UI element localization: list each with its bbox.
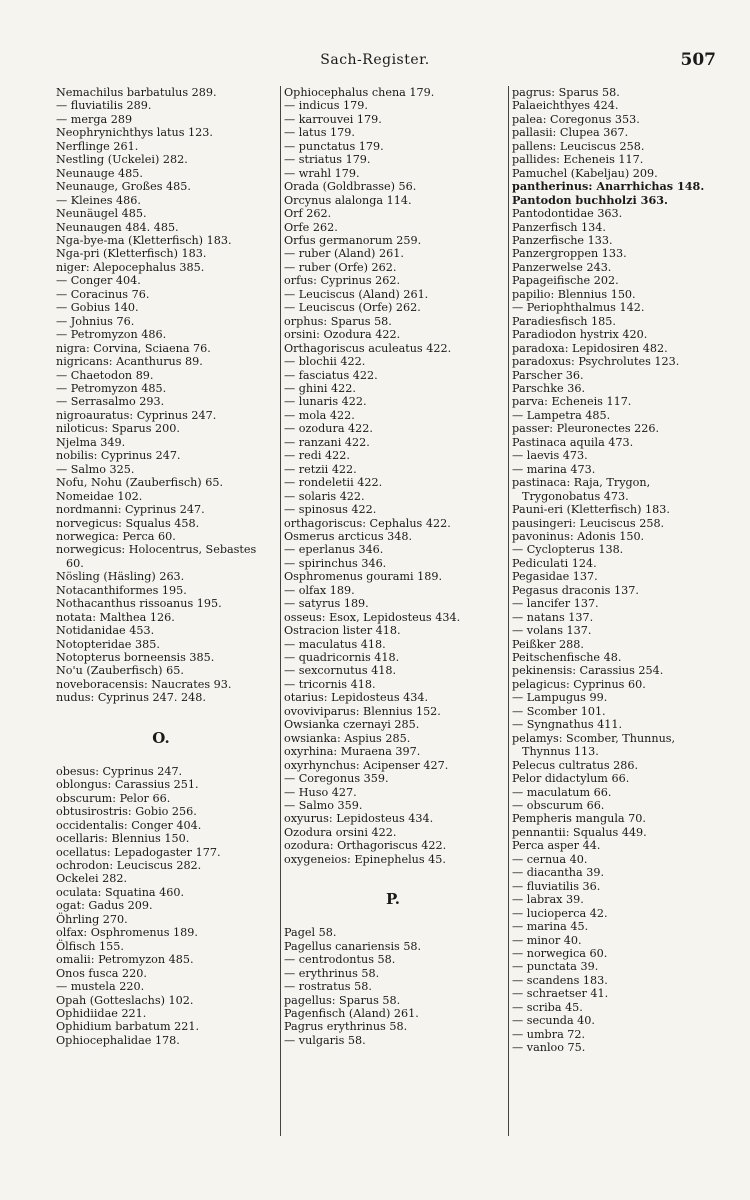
index-entry: — fasciatus 422. bbox=[284, 368, 378, 382]
index-entry: — Syngnathus 411. bbox=[512, 718, 623, 732]
index-entry: paradoxus: Psychrolutes 123. bbox=[512, 355, 680, 369]
index-entry: pausingeri: Leuciscus 258. bbox=[512, 516, 665, 530]
index-entry: — Lampetra 485. bbox=[512, 408, 611, 422]
index-entry: — obscurum 66. bbox=[512, 799, 605, 813]
index-entry: Orfe 262. bbox=[284, 220, 338, 234]
index-entry: pelamys: Scomber, Thunnus, Thynnus 113. bbox=[512, 731, 676, 759]
index-entry: — solaris 422. bbox=[284, 489, 365, 503]
index-entry: — lucioperca 42. bbox=[512, 906, 608, 920]
index-entry: — diacantha 39. bbox=[512, 866, 605, 880]
index-entry: — indicus 179. bbox=[284, 99, 368, 113]
index-entry: — Salmo 359. bbox=[284, 799, 363, 813]
index-entry: Nemachilus barbatulus 289. bbox=[56, 86, 217, 99]
index-entry: noveboracensis: Naucrates 93. bbox=[56, 677, 232, 691]
index-entry: — Chaetodon 89. bbox=[56, 368, 154, 382]
index-entry: pagellus: Sparus 58. bbox=[284, 993, 401, 1007]
index-entry: Parschke 36. bbox=[512, 381, 586, 395]
index-entry: Panzergroppen 133. bbox=[512, 247, 627, 261]
index-entry: Pagellus canariensis 58. bbox=[284, 939, 422, 953]
index-entry: — ruber (Orfe) 262. bbox=[284, 260, 397, 274]
index-entry: — tricornis 418. bbox=[284, 677, 376, 691]
index-group-o bbox=[56, 765, 266, 1048]
index-entry: orfus: Cyprinus 262. bbox=[284, 274, 401, 288]
index-entry: pantherinus: Anarrhichas 148. bbox=[512, 179, 705, 194]
index-entry: obtusirostris: Gobio 256. bbox=[56, 805, 197, 819]
index-group-n bbox=[56, 86, 266, 705]
index-entry: — fluviatilis 36. bbox=[512, 879, 601, 893]
index-entry: — ghini 422. bbox=[284, 381, 356, 395]
index-entry: Paradiesfisch 185. bbox=[512, 314, 616, 328]
index-entry: Osmerus arcticus 348. bbox=[284, 529, 413, 543]
index-entry: — satyrus 189. bbox=[284, 597, 369, 611]
index-entry: nordmanni: Cyprinus 247. bbox=[56, 503, 205, 517]
index-entry: — fluviatilis 289. bbox=[56, 99, 152, 113]
index-entry: palea: Coregonus 353. bbox=[512, 112, 640, 126]
index-entry: — norwegica 60. bbox=[512, 947, 608, 960]
index-entry: Ophidium barbatum 221. bbox=[56, 1020, 200, 1034]
index-entry: ocellatus: Lepadogaster 177. bbox=[56, 845, 221, 859]
index-entry: nudus: Cyprinus 247. 248. bbox=[56, 691, 206, 705]
index-entry: — redi 422. bbox=[284, 449, 350, 463]
section-letter-o: O. bbox=[152, 728, 170, 747]
index-entry: — striatus 179. bbox=[284, 153, 371, 167]
index-entry: omalii: Petromyzon 485. bbox=[56, 953, 194, 967]
index-entry: oblongus: Carassius 251. bbox=[56, 778, 199, 792]
index-entry: — merga 289 bbox=[56, 112, 133, 126]
index-entry: — eperlanus 346. bbox=[284, 543, 384, 557]
index-entry: — Petromyzon 485. bbox=[56, 381, 167, 395]
index-entry: — Lampugus 99. bbox=[512, 691, 608, 705]
index-entry: olfax: Osphromenus 189. bbox=[56, 926, 198, 940]
index-entry: Ophiocephalus chena 179. bbox=[284, 86, 435, 99]
index-entry: oxyrhina: Muraena 397. bbox=[284, 745, 421, 759]
index-entry: Pagrus erythrinus 58. bbox=[284, 1020, 408, 1034]
index-entry: paradoxa: Lepidosiren 482. bbox=[512, 341, 668, 355]
index-entry: — quadricornis 418. bbox=[284, 651, 400, 665]
index-entry: Pantodon buchholzi 363. bbox=[512, 192, 668, 207]
index-entry: ozodura: Orthagoriscus 422. bbox=[284, 839, 447, 853]
running-title: Sach-Register. bbox=[320, 52, 430, 68]
index-entry: Neunauge 485. bbox=[56, 166, 143, 180]
index-entry: Ockelei 282. bbox=[56, 872, 128, 886]
index-entry: norwegicus: Holocentrus, Sebastes 60. bbox=[56, 543, 257, 570]
index-entry: — Coracinus 76. bbox=[56, 287, 150, 301]
index-entry: — marina 45. bbox=[512, 920, 589, 934]
index-entry: Orada (Goldbrasse) 56. bbox=[284, 180, 417, 194]
index-entry: — umbra 72. bbox=[512, 1027, 586, 1041]
index-entry: occidentalis: Conger 404. bbox=[56, 818, 202, 832]
index-entry: nobilis: Cyprinus 247. bbox=[56, 449, 181, 463]
index-entry: — Conger 404. bbox=[56, 274, 141, 288]
index-entry: Osphromenus gourami 189. bbox=[284, 570, 443, 584]
index-entry: nigra: Corvina, Sciaena 76. bbox=[56, 341, 211, 355]
index-entry: — Kleines 486. bbox=[56, 193, 141, 207]
index-entry: — natans 137. bbox=[512, 610, 594, 624]
page-number: 507 bbox=[680, 50, 716, 70]
index-entry: Orfus germanorum 259. bbox=[284, 233, 422, 247]
index-entry: — maculatus 418. bbox=[284, 637, 386, 651]
index-entry: — sexcornutus 418. bbox=[284, 664, 397, 678]
index-entry: ochrodon: Leuciscus 282. bbox=[56, 859, 202, 873]
index-entry: Orthagoriscus aculeatus 422. bbox=[284, 341, 452, 355]
index-entry: owsianka: Aspius 285. bbox=[284, 731, 411, 745]
index-entry: Neophrynichthys latus 123. bbox=[56, 126, 213, 140]
index-entry: niloticus: Sparus 200. bbox=[56, 422, 180, 436]
index-entry: Pagel 58. bbox=[284, 926, 337, 940]
index-entry: pekinensis: Carassius 254. bbox=[512, 664, 664, 678]
index-entry: Nomeidae 102. bbox=[56, 489, 143, 503]
index-entry: — olfax 189. bbox=[284, 583, 355, 597]
index-entry: — minor 40. bbox=[512, 933, 582, 947]
index-entry: Nga-pri (Kletterfisch) 183. bbox=[56, 247, 207, 261]
index-entry: Ophiocephalidae 178. bbox=[56, 1033, 180, 1047]
index-entry: orphus: Sparus 58. bbox=[284, 314, 392, 328]
index-entry: norvegicus: Squalus 458. bbox=[56, 516, 200, 530]
index-entry: — vanloo 75. bbox=[512, 1041, 586, 1055]
index-entry: otarius: Lepidosteus 434. bbox=[284, 691, 429, 705]
index-entry: — secunda 40. bbox=[512, 1014, 595, 1028]
index-entry: Parscher 36. bbox=[512, 368, 584, 382]
index-entry: — centrodontus 58. bbox=[284, 953, 396, 967]
index-entry: niger: Alepocephalus 385. bbox=[56, 260, 205, 274]
index-entry: Perca asper 44. bbox=[512, 839, 601, 853]
index-entry: — Gobius 140. bbox=[56, 301, 139, 315]
index-entry: oxyurus: Lepidosteus 434. bbox=[284, 812, 434, 826]
index-entry: obesus: Cyprinus 247. bbox=[56, 764, 183, 778]
index-entry: — laevis 473. bbox=[512, 449, 588, 463]
index-entry: Neunauge, Großes 485. bbox=[56, 180, 191, 194]
index-entry: pallasii: Clupea 367. bbox=[512, 126, 629, 140]
index-entry: Neunäugel 485. bbox=[56, 207, 147, 221]
index-entry: pavoninus: Adonis 150. bbox=[512, 529, 645, 543]
index-entry: pallides: Echeneis 117. bbox=[512, 153, 644, 167]
index-entry: Nga-bye-ma (Kletterfisch) 183. bbox=[56, 233, 232, 247]
index-entry: Nösling (Häsling) 263. bbox=[56, 570, 185, 584]
index-entry: — wrahl 179. bbox=[284, 166, 360, 180]
index-entry: — Johnius 76. bbox=[56, 314, 135, 328]
index-entry: — vulgaris 58. bbox=[284, 1033, 366, 1047]
index-entry: Owsianka czernayi 285. bbox=[284, 718, 420, 732]
index-entry: Orf 262. bbox=[284, 207, 332, 221]
index-entry: Pelecus cultratus 286. bbox=[512, 758, 639, 772]
index-entry: nigricans: Acanthurus 89. bbox=[56, 355, 203, 369]
index-entry: — scriba 45. bbox=[512, 1000, 583, 1014]
index-entry: — lancifer 137. bbox=[512, 597, 599, 611]
index-entry: Peitschenfische 48. bbox=[512, 651, 622, 665]
index-entry: Pegasidae 137. bbox=[512, 570, 598, 584]
index-entry: Onos fusca 220. bbox=[56, 966, 147, 980]
index-entry: — Leuciscus (Aland) 261. bbox=[284, 287, 429, 301]
index-entry: — Coregonus 359. bbox=[284, 772, 389, 786]
index-entry: Nothacanthus rissoanus 195. bbox=[56, 597, 222, 611]
index-entry: — lunaris 422. bbox=[284, 395, 367, 409]
index-entry: Pantodontidae 363. bbox=[512, 207, 623, 221]
index-entry: — rondeletii 422. bbox=[284, 476, 383, 490]
index-entry: pagrus: Sparus 58. bbox=[512, 86, 620, 99]
index-entry: Neunaugen 484. 485. bbox=[56, 220, 179, 234]
index-entry: pelagicus: Cyprinus 60. bbox=[512, 677, 646, 691]
index-entry: — karrouvei 179. bbox=[284, 112, 382, 126]
index-entry: No'u (Zauberfisch) 65. bbox=[56, 664, 184, 678]
index-entry: — schraetser 41. bbox=[512, 987, 609, 1001]
index-entry: Pastinaca aquila 473. bbox=[512, 435, 634, 449]
index-entry: Pamuchel (Kabeljau) 209. bbox=[512, 166, 658, 180]
index-entry: Pediculati 124. bbox=[512, 556, 597, 570]
index-column-left bbox=[56, 86, 266, 1047]
index-column-middle bbox=[280, 86, 502, 1136]
index-entry: pastinaca: Raja, Trygon, Trygonobatus 473. bbox=[512, 476, 651, 503]
index-entry: ogat: Gadus 209. bbox=[56, 899, 153, 913]
index-entry: Ophidiidae 221. bbox=[56, 1007, 147, 1020]
index-entry: Pauni-eri (Kletterfisch) 183. bbox=[512, 503, 670, 517]
index-group-o-continued bbox=[284, 86, 502, 866]
index-entry: Opah (Gotteslachs) 102. bbox=[56, 993, 194, 1007]
index-entry: — marina 473. bbox=[512, 462, 596, 476]
index-entry: — retzii 422. bbox=[284, 462, 357, 476]
index-entry: — punctatus 179. bbox=[284, 139, 384, 153]
index-entry: Nestling (Uckelei) 282. bbox=[56, 153, 188, 167]
index-entry: — scandens 183. bbox=[512, 973, 608, 987]
index-entry: ocellaris: Blennius 150. bbox=[56, 832, 190, 846]
index-entry: Njelma 349. bbox=[56, 435, 126, 449]
index-entry: Panzerfisch 134. bbox=[512, 220, 606, 234]
index-entry: orthagoriscus: Cephalus 422. bbox=[284, 516, 451, 530]
index-entry: Papageifische 202. bbox=[512, 274, 619, 288]
section-letter-p: P. bbox=[385, 890, 401, 909]
index-entry: — spirinchus 346. bbox=[284, 556, 387, 570]
index-entry: parva: Echeneis 117. bbox=[512, 395, 632, 409]
index-entry: Peißker 288. bbox=[512, 637, 584, 651]
index-entry: Nerflinge 261. bbox=[56, 139, 139, 153]
index-entry: — Salmo 325. bbox=[56, 462, 135, 476]
index-entry: — Periophthalmus 142. bbox=[512, 301, 645, 315]
index-entry: norwegica: Perca 60. bbox=[56, 529, 176, 543]
index-entry: nigroauratus: Cyprinus 247. bbox=[56, 408, 217, 422]
index-group-p-continued bbox=[512, 86, 726, 1055]
index-entry: — Serrasalmo 293. bbox=[56, 395, 165, 409]
index-entry: Pempheris mangula 70. bbox=[512, 812, 646, 826]
index-entry: oculata: Squatina 460. bbox=[56, 885, 185, 899]
index-entry: papilio: Blennius 150. bbox=[512, 287, 636, 301]
index-column-right bbox=[508, 86, 726, 1136]
index-entry: Notidanidae 453. bbox=[56, 624, 155, 638]
index-entry: obscurum: Pelor 66. bbox=[56, 791, 171, 805]
index-entry: — erythrinus 58. bbox=[284, 966, 380, 980]
index-entry: Panzerfische 133. bbox=[512, 233, 613, 247]
index-entry: Pagenfisch (Aland) 261. bbox=[284, 1007, 419, 1020]
index-entry: pallens: Leuciscus 258. bbox=[512, 139, 645, 153]
index-entry: — Petromyzon 486. bbox=[56, 328, 167, 342]
index-entry: — mola 422. bbox=[284, 408, 355, 422]
index-entry: Notopterus borneensis 385. bbox=[56, 651, 215, 665]
index-entry: — ozodura 422. bbox=[284, 422, 373, 436]
index-entry: Ozodura orsini 422. bbox=[284, 825, 397, 839]
index-entry: — Scomber 101. bbox=[512, 704, 606, 718]
index-entry: — Leuciscus (Orfe) 262. bbox=[284, 301, 421, 315]
index-entry: Öhrling 270. bbox=[56, 912, 128, 926]
index-entry: Notacanthiformes 195. bbox=[56, 583, 187, 597]
index-entry: Nofu, Nohu (Zauberfisch) 65. bbox=[56, 476, 224, 490]
index-entry: — rostratus 58. bbox=[284, 980, 372, 994]
index-entry: Ostracion lister 418. bbox=[284, 624, 401, 638]
index-entry: passer: Pleuronectes 226. bbox=[512, 422, 660, 436]
index-entry: pennantii: Squalus 449. bbox=[512, 825, 647, 839]
index-entry: notata: Malthea 126. bbox=[56, 610, 175, 624]
index-entry: — Cyclopterus 138. bbox=[512, 543, 624, 557]
index-entry: Palaeichthyes 424. bbox=[512, 99, 619, 113]
index-entry: oxyrhynchus: Acipenser 427. bbox=[284, 758, 449, 772]
index-entry: Panzerwelse 243. bbox=[512, 260, 612, 274]
index-entry: osseus: Esox, Lepidosteus 434. bbox=[284, 610, 461, 624]
index-entry: — cernua 40. bbox=[512, 852, 588, 866]
index-entry: — blochii 422. bbox=[284, 355, 366, 369]
index-entry: oxygeneios: Epinephelus 45. bbox=[284, 852, 446, 866]
index-entry: — ruber (Aland) 261. bbox=[284, 247, 404, 261]
index-entry: Orcynus alalonga 114. bbox=[284, 193, 412, 207]
index-entry: — labrax 39. bbox=[512, 893, 584, 907]
index-entry: — spinosus 422. bbox=[284, 503, 377, 517]
index-group-p bbox=[284, 926, 502, 1047]
index-entry: — volans 137. bbox=[512, 624, 592, 638]
index-entry: Pelor didactylum 66. bbox=[512, 772, 630, 786]
index-entry: Ölfisch 155. bbox=[56, 939, 124, 953]
index-entry: Notopteridae 385. bbox=[56, 637, 160, 651]
index-entry: — ranzani 422. bbox=[284, 435, 370, 449]
index-entry: Pegasus draconis 137. bbox=[512, 583, 639, 597]
index-entry: orsini: Ozodura 422. bbox=[284, 328, 401, 342]
index-entry: — punctata 39. bbox=[512, 960, 599, 974]
index-entry: — latus 179. bbox=[284, 126, 355, 140]
index-entry: — maculatum 66. bbox=[512, 785, 612, 799]
page-header bbox=[0, 52, 750, 74]
index-entry: — Huso 427. bbox=[284, 785, 357, 799]
index-entry: — mustela 220. bbox=[56, 980, 145, 994]
index-entry: Paradiodon hystrix 420. bbox=[512, 328, 648, 342]
index-entry: ovoviviparus: Blennius 152. bbox=[284, 704, 441, 718]
